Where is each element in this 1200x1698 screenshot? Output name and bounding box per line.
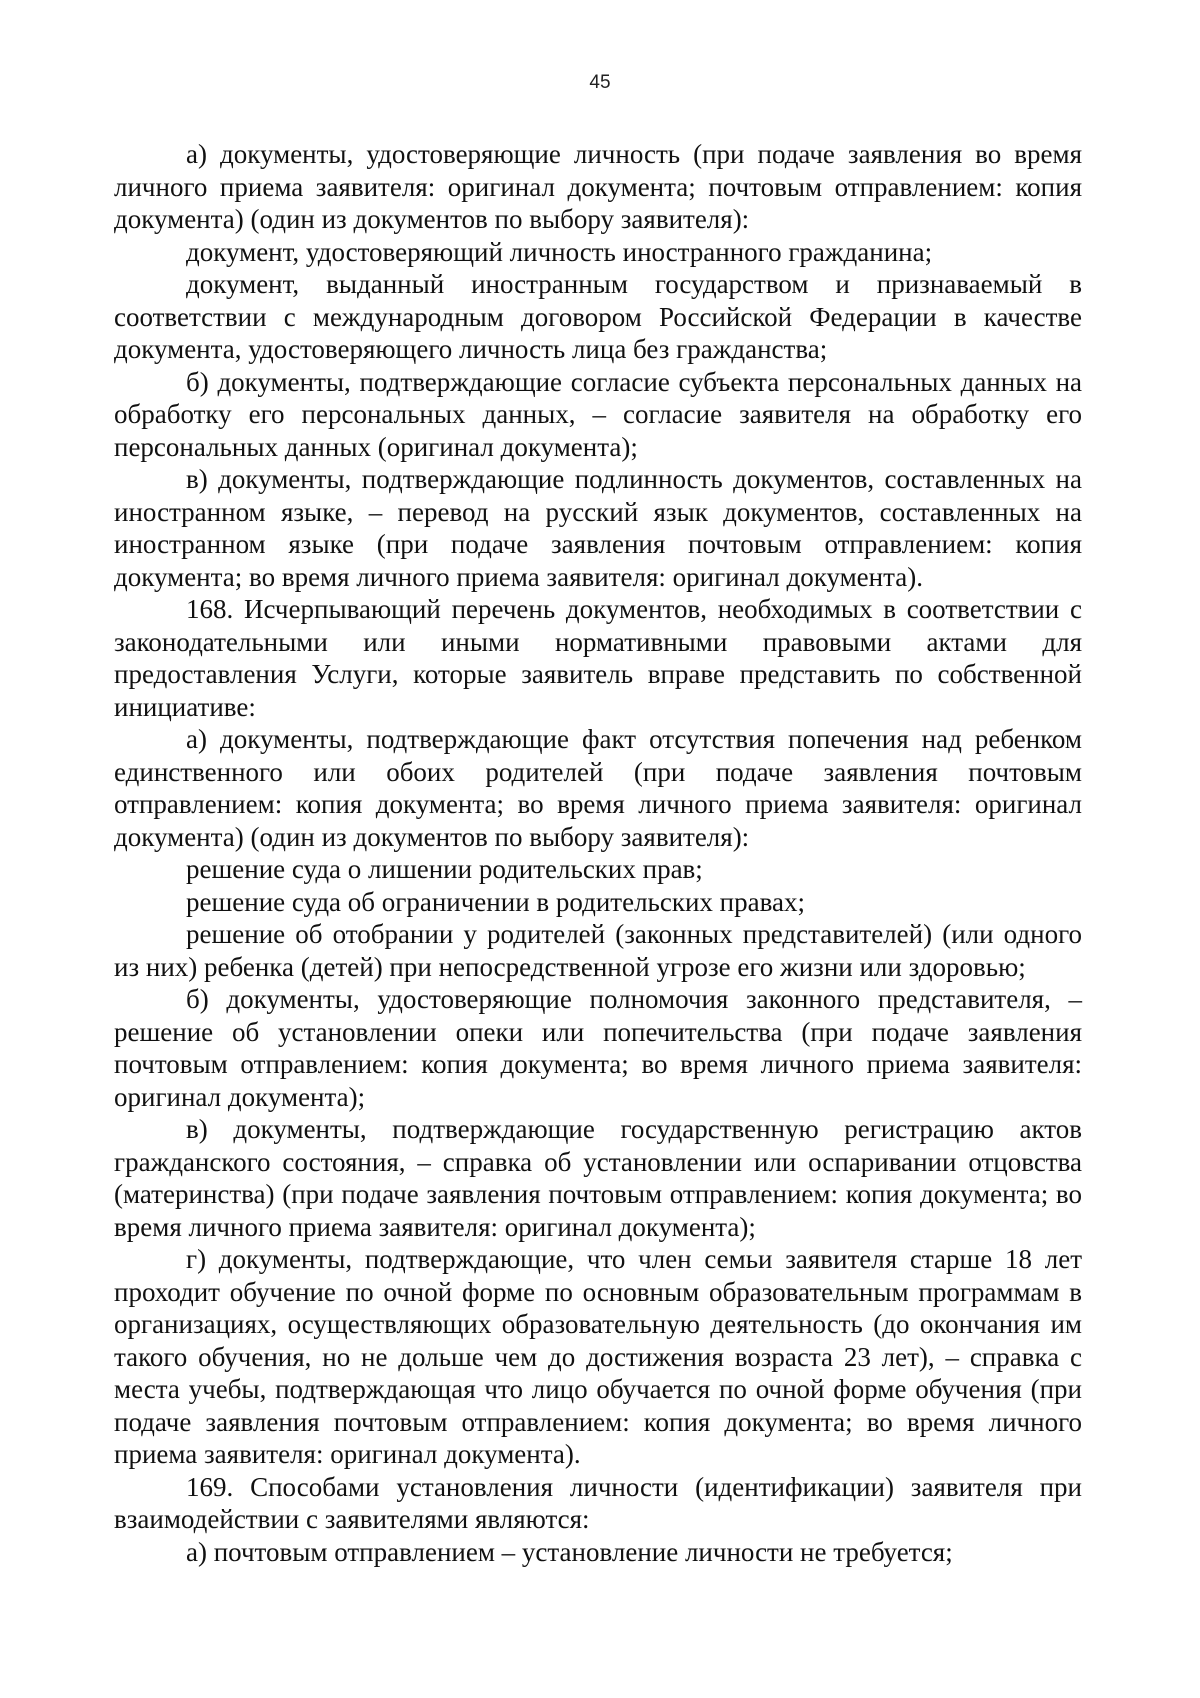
- paragraph-item-g-education: г) документы, подтверждающие, что член семьи заявителя старше 18 лет проходит обучение по очной форме по основным образовательным программам в организациях, осуществляющих образовательную деятельность (до окончания им такого обучения, но не дольше чем до достижения возраста 23 лет), – справка с места учебы, подтверждающая что лицо обучается по очной форме обучения (при подаче заявления почтовым отправлением: копия документа; во время личного приема заявителя: оригинал документа).: [114, 1244, 1082, 1469]
- paragraph-child-removal: решение об отобрании у родителей (законных представителей) (или одного из них) ребенка (детей) при непосредственной угрозе его жизни или здоровью;: [114, 919, 1082, 982]
- paragraph-court-restriction: решение суда об ограничении в родительских правах;: [186, 886, 805, 917]
- paragraph-item-v-translation: в) документы, подтверждающие подлинность документов, составленных на иностранном языке, – перевод на русский язык документов, составленных на иностранном языке (при подаче заявления почтовым отправлением: копия документа; во время личного приема заявителя: оригинал документа).: [114, 464, 1082, 592]
- document-body: [114, 138, 1082, 1568]
- page-number: 45: [589, 72, 611, 93]
- paragraph-foreign-citizen-document: документ, удостоверяющий личность иностранного гражданина;: [186, 236, 933, 267]
- paragraph-item-b-personal-data-consent: б) документы, подтверждающие согласие субъекта персональных данных на обработку его персональных данных, – согласие заявителя на обработку его персональных данных (оригинал документа);: [114, 366, 1082, 462]
- paragraph-section-168: 168. Исчерпывающий перечень документов, необходимых в соответствии с законодательными или иными нормативными правовыми актами для предоставления Услуги, которые заявитель вправе представить по собственной инициативе:: [114, 594, 1082, 722]
- paragraph-item-a-identity-documents: а) документы, удостоверяющие личность (при подаче заявления во время личного приема заявителя: оригинал документа; почтовым отправлением: копия документа) (один из документов по выбору заявителя):: [114, 139, 1082, 234]
- paragraph-section-169: 169. Способами установления личности (идентификации) заявителя при взаимодействии с заявителями являются:: [114, 1471, 1082, 1534]
- paragraph-item-b-guardian-authority: б) документы, удостоверяющие полномочия законного представителя, – решение об установлении опеки или попечительства (при подаче заявления почтовым отправлением: копия документа; во время личного приема заявителя: оригинал документа);: [114, 984, 1082, 1112]
- paragraph-item-v-civil-status: в) документы, подтверждающие государственную регистрацию актов гражданского состояния, – справка об установлении или оспаривании отцовства (материнства) (при подаче заявления почтовым отправлением: копия документа; во время личного приема заявителя: оригинал документа);: [114, 1114, 1082, 1242]
- paragraph-item-a-parental-care: а) документы, подтверждающие факт отсутствия попечения над ребенком единственного или обоих родителей (при подаче заявления почтовым отправлением: копия документа; во время личного приема заявителя: оригинал документа) (один из документов по выбору заявителя):: [114, 724, 1082, 852]
- paragraph-item-a-postal: а) почтовым отправлением – установление личности не требуется;: [186, 1536, 953, 1567]
- paragraph-stateless-person-document: документ, выданный иностранным государством и признаваемый в соответствии с международным договором Российской Федерации в качестве документа, удостоверяющего личность лица без гражданства;: [114, 269, 1082, 364]
- paragraph-court-deprivation: решение суда о лишении родительских прав;: [186, 854, 703, 884]
